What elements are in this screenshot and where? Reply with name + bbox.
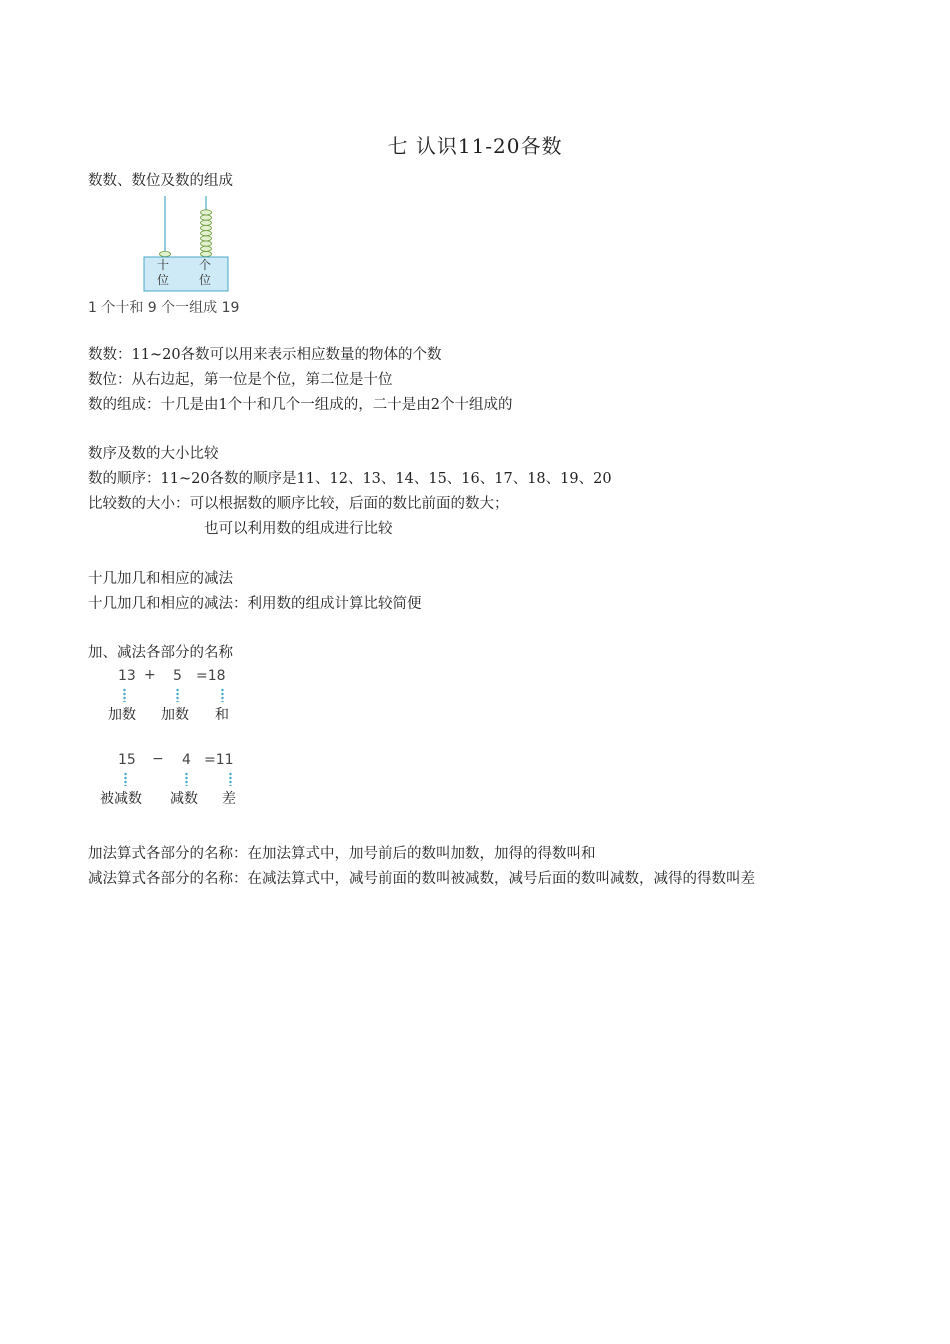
tens-beads bbox=[160, 251, 171, 256]
tens-bead bbox=[160, 251, 171, 256]
subtraction-figure bbox=[96, 750, 266, 810]
addend-2-connector bbox=[176, 688, 179, 702]
abacus-drawing bbox=[142, 194, 232, 294]
names-line-2: 减法算式各部分的名称：在减法算式中，减号前面的数叫被减数，减号后面的数叫减数，减得的得数叫差 bbox=[88, 871, 755, 887]
difference-value: =11 bbox=[204, 752, 234, 768]
subtrahend-connector bbox=[185, 772, 188, 786]
ones-bead bbox=[201, 231, 212, 236]
tens-place-label: 十 位 bbox=[157, 258, 170, 287]
section-heading-composition: 数数、数位及数的组成 bbox=[88, 173, 233, 189]
abacus-figure bbox=[142, 194, 232, 294]
addend-1-connector bbox=[123, 688, 126, 702]
difference-name: 差 bbox=[222, 791, 236, 807]
order-line-3: 也可以利用数的组成进行比较 bbox=[204, 521, 393, 537]
abacus-caption: 1 个十和 9 个一组成 19 bbox=[88, 300, 240, 316]
ones-bead bbox=[201, 215, 212, 220]
addend-1: 13 bbox=[118, 668, 136, 684]
composition-line-3: 数的组成：十几是由1个十和几个一组成的，二十是由2个十组成的 bbox=[88, 397, 513, 413]
ones-bead bbox=[201, 225, 212, 230]
minuend: 15 bbox=[118, 752, 136, 768]
sum-connector bbox=[221, 688, 224, 702]
addend-2: 5 bbox=[173, 668, 182, 684]
section-heading-names: 加、减法各部分的名称 bbox=[88, 645, 233, 661]
difference-connector bbox=[229, 772, 232, 786]
minuend-connector bbox=[124, 772, 127, 786]
ones-bead bbox=[201, 251, 212, 256]
sum-value: =18 bbox=[196, 668, 226, 684]
ones-bead bbox=[201, 210, 212, 215]
composition-line-1: 数数：11~20各数可以用来表示相应数量的物体的个数 bbox=[88, 347, 442, 363]
section-heading-addsub: 十几加几和相应的减法 bbox=[88, 571, 233, 587]
minus-sign: − bbox=[152, 751, 164, 767]
sum-name: 和 bbox=[215, 707, 229, 723]
ones-beads bbox=[201, 210, 212, 257]
subtrahend-name: 减数 bbox=[170, 791, 198, 807]
addition-figure bbox=[100, 666, 260, 726]
ones-place-label: 个 位 bbox=[199, 258, 212, 287]
ones-bead bbox=[201, 220, 212, 225]
section-heading-order: 数序及数的大小比较 bbox=[88, 446, 219, 462]
plus-sign: + bbox=[144, 667, 156, 683]
page-title: 七 认识11-20各数 bbox=[387, 134, 563, 158]
subtrahend: 4 bbox=[182, 752, 191, 768]
order-line-2: 比较数的大小：可以根据数的顺序比较，后面的数比前面的数大； bbox=[88, 496, 509, 512]
composition-line-2: 数位：从右边起，第一位是个位，第二位是十位 bbox=[88, 372, 393, 388]
addend-1-name: 加数 bbox=[108, 707, 136, 723]
ones-bead bbox=[201, 241, 212, 246]
minuend-name: 被减数 bbox=[100, 791, 142, 807]
order-line-1: 数的顺序：11~20各数的顺序是11、12、13、14、15、16、17、18、19、20 bbox=[88, 471, 612, 487]
names-line-1: 加法算式各部分的名称：在加法算式中，加号前后的数叫加数，加得的得数叫和 bbox=[88, 846, 596, 862]
addend-2-name: 加数 bbox=[161, 707, 189, 723]
ones-bead bbox=[201, 246, 212, 251]
addsub-line-1: 十几加几和相应的减法：利用数的组成计算比较简便 bbox=[88, 596, 422, 612]
ones-bead bbox=[201, 236, 212, 241]
